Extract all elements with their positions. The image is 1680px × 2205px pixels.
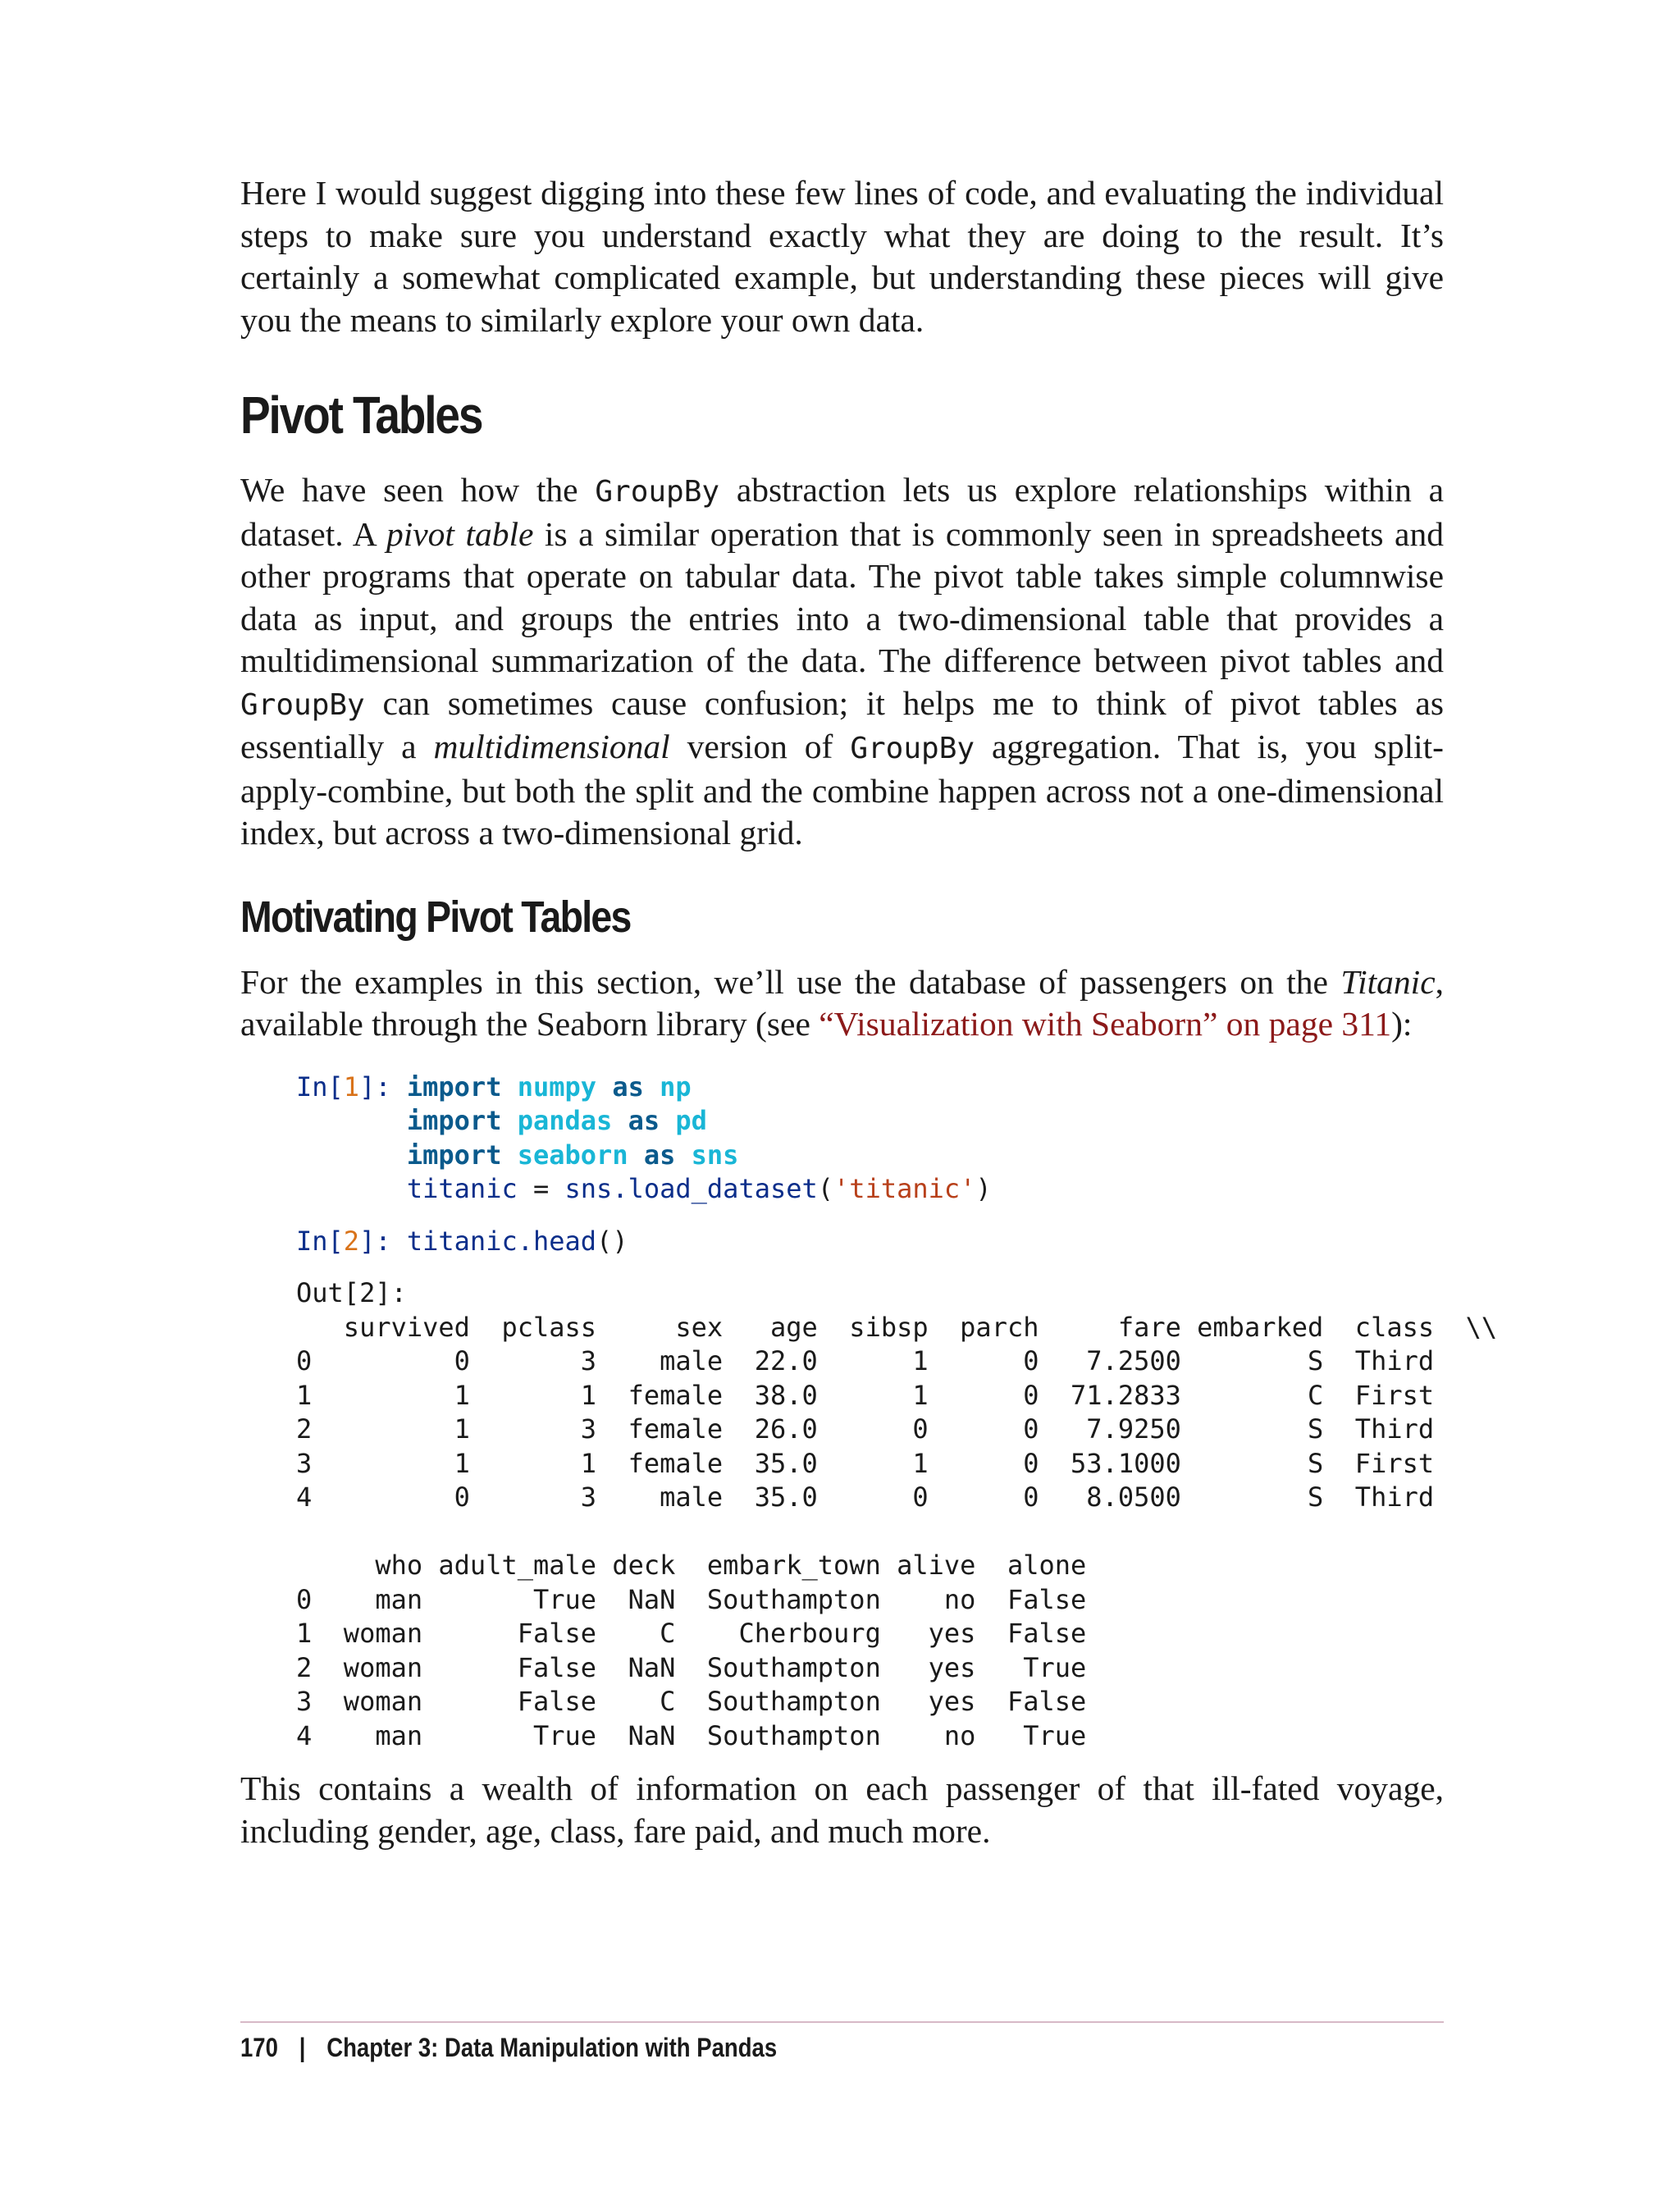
module-name: numpy	[517, 1071, 597, 1102]
text-run: , available through the Seaborn library (see	[240, 962, 1444, 1043]
prompt-number: 1	[343, 1071, 360, 1102]
table-row: 4 man True NaN Southampton no True	[296, 1719, 1087, 1751]
text-run: version of	[669, 728, 851, 765]
text-run: aggregation. That is, you split-apply-combine, but both the split and the combine happen across not a one-dimensional index, but across a two-dimensional grid.	[240, 728, 1444, 851]
keyword: import	[406, 1071, 502, 1102]
table-header: survived pclass sex age sibsp parch fare embarked class \\	[296, 1311, 1498, 1343]
module-alias: np	[660, 1071, 692, 1102]
closing-paragraph: This contains a wealth of information on each passenger of that ill-fated voyage, including gender, age, class, fare paid, and much more.	[240, 1769, 1444, 1850]
text-run: ):	[1391, 1005, 1413, 1043]
table-row: 1 woman False C Cherbourg yes False	[296, 1618, 1087, 1649]
module-name: seaborn	[517, 1139, 628, 1171]
function-call: sns.load_dataset	[564, 1173, 818, 1204]
pivot-paragraph	[240, 469, 1444, 855]
table-row: 1 1 1 female 38.0 1 0 71.2833 C First	[296, 1379, 1435, 1411]
text-run: can sometimes cause confusion; it helps me to think of pivot tables as essentially a	[240, 683, 1444, 765]
page-number: 170	[240, 2033, 278, 2062]
emphasis: Titanic	[1340, 962, 1436, 1001]
prompt: ]:	[359, 1071, 407, 1102]
function-call: .head	[517, 1225, 597, 1257]
keyword: import	[406, 1105, 502, 1136]
footer-divider	[240, 2021, 1444, 2023]
code-block-in2: In[2]: titanic.head()	[296, 1225, 628, 1257]
footer-separator: |	[299, 2033, 306, 2062]
subsection-title: Motivating Pivot Tables	[240, 892, 631, 942]
inline-code: GroupBy	[595, 475, 720, 509]
table-row: 3 woman False C Southampton yes False	[296, 1686, 1087, 1717]
text-run: abstraction lets us explore relationships within a dataset. A	[240, 471, 1445, 553]
module-alias: pd	[675, 1105, 707, 1136]
emphasis: pivot table	[386, 514, 534, 553]
operator: =	[517, 1173, 565, 1204]
table-row: 2 1 3 female 26.0 0 0 7.9250 S Third	[296, 1413, 1435, 1445]
inline-code: GroupBy	[240, 687, 365, 722]
table-row: 4 0 3 male 35.0 0 0 8.0500 S Third	[296, 1481, 1435, 1513]
page-footer	[240, 2033, 777, 2063]
text-run: We have seen how the	[240, 471, 596, 509]
cross-reference-link[interactable]: “Visualization with Seaborn” on page 311	[819, 1005, 1392, 1043]
string-literal: 'titanic'	[833, 1173, 976, 1204]
table-header: who adult_male deck embark_town alive alone	[296, 1550, 1087, 1581]
page-content	[240, 172, 1498, 1852]
motivating-paragraph	[240, 961, 1444, 1046]
keyword: as	[643, 1139, 676, 1171]
code-output	[296, 1276, 1498, 1753]
prompt: ]:	[359, 1225, 407, 1257]
section-title: Pivot Tables	[240, 386, 482, 445]
module-alias: sns	[691, 1139, 739, 1171]
prompt: In[	[296, 1071, 344, 1102]
intro-paragraph: Here I would suggest digging into these few lines of code, and evaluating the individual steps to make sure you understand exactly what they are doing to the result. It’s certainly a somewhat complicated example, but understanding these pieces will give you the means to similarly explore your own data.	[240, 174, 1444, 339]
inline-code: GroupBy	[850, 732, 975, 765]
output-label: Out[2]:	[296, 1277, 407, 1308]
variable: titanic	[406, 1173, 518, 1204]
table-row: 3 1 1 female 35.0 1 0 53.1000 S First	[296, 1447, 1435, 1479]
emphasis: multidimensional	[433, 728, 670, 765]
table-row: 0 0 3 male 22.0 1 0 7.2500 S Third	[296, 1345, 1435, 1376]
prompt-number: 2	[343, 1225, 360, 1257]
keyword: import	[406, 1139, 502, 1171]
table-row: 2 woman False NaN Southampton yes True	[296, 1651, 1087, 1683]
text-run: For the examples in this section, we’ll use the database of passengers on the	[240, 962, 1341, 1001]
prompt: In[	[296, 1225, 344, 1257]
variable: titanic	[406, 1225, 518, 1257]
keyword: as	[612, 1071, 644, 1102]
chapter-title: Chapter 3: Data Manipulation with Pandas	[326, 2033, 778, 2062]
keyword: as	[628, 1105, 660, 1136]
module-name: pandas	[517, 1105, 613, 1136]
table-row: 0 man True NaN Southampton no False	[296, 1583, 1087, 1615]
code-block-in1: In[1]: import numpy as np import pandas as pd import seaborn as sns titanic = sns.load_dataset('titanic')	[296, 1071, 992, 1204]
text-run: is a similar operation that is commonly seen in spreadsheets and other programs that operate on tabular data. The pivot table takes simple columnwise data as input, and groups the entries into a two-dimensional table that provides a multidimensional summarization of the data. The difference between pivot tables and	[240, 514, 1444, 679]
